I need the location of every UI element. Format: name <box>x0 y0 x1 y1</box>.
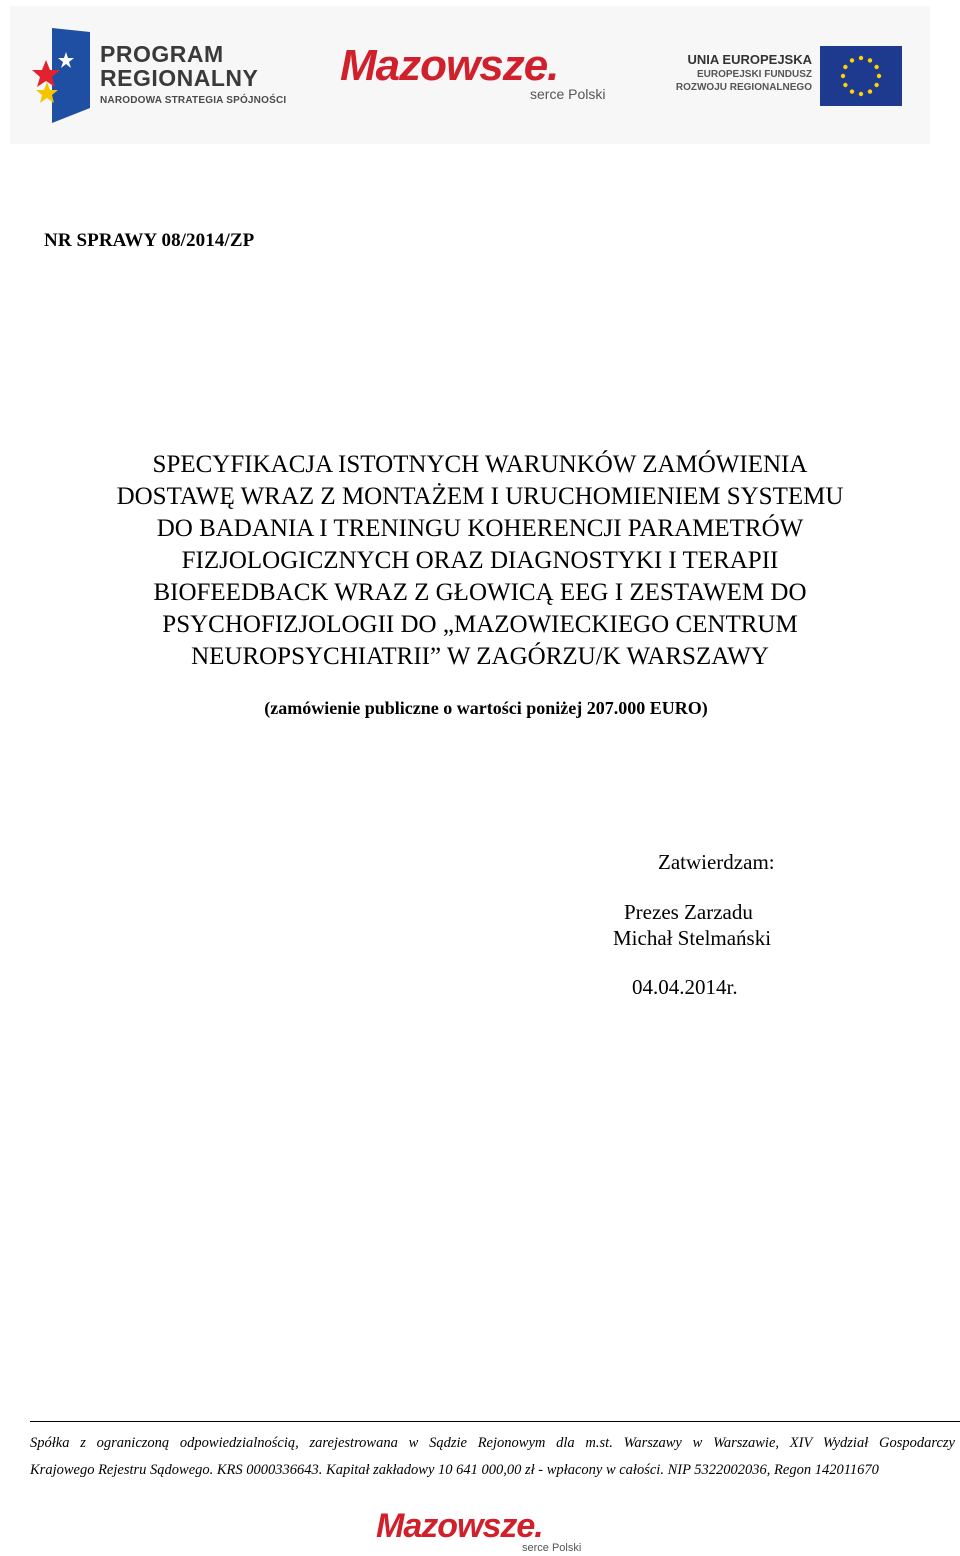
footer-logo-tagline: serce Polski <box>522 1542 582 1554</box>
eu-logo-line3: ROZWOJU REGIONALNEGO <box>675 82 812 93</box>
program-regionalny-star-icon <box>32 28 90 123</box>
mazowsze-logo-word: Mazowsze. <box>340 41 559 90</box>
title-line: DO BADANIA I TRENINGU KOHERENCJI PARAMETRÓW <box>156 515 804 542</box>
case-number: NR SPRAWY 08/2014/ZP <box>44 230 255 251</box>
title-line: PSYCHOFIZJOLOGII DO „MAZOWIECKIEGO CENTRUM <box>162 611 798 638</box>
mazowsze-logo-tagline: serce Polski <box>530 86 606 102</box>
program-regionalny-logo <box>32 28 302 123</box>
program-logo-line1: PROGRAM <box>100 41 224 67</box>
footer-line: Spółka z ograniczoną odpowiedzialnością, zarejestrowana w Sądzie Rejonowym dla m.st. Warszawy w Warszawie, XIV Wydział Gospodarczy <box>30 1435 955 1451</box>
title-line: BIOFEEDBACK WRAZ Z GŁOWICĄ EEG I ZESTAWEM DO <box>153 579 807 606</box>
title-line: DOSTAWĘ WRAZ Z MONTAŻEM I URUCHOMIENIEM SYSTEMU <box>116 483 844 510</box>
approver-name: Michał Stelmański <box>613 926 772 950</box>
footer-line: Krajowego Rejestru Sądowego. KRS 0000336643. Kapitał zakładowy 10 641 000,00 zł - wpłacony w całości. NIP 5322002036, Regon 142011670 <box>30 1462 879 1478</box>
title-line: FIZJOLOGICZNYCH ORAZ DIAGNOSTYKI I TERAPII <box>181 547 779 574</box>
title-line: NEUROPSYCHIATRII” W ZAGÓRZU/K WARSZAWY <box>191 643 769 670</box>
title-line: SPECYFIKACJA ISTOTNYCH WARUNKÓW ZAMÓWIENIA <box>152 451 808 478</box>
value-note: (zamówienie publiczne o wartości poniżej 207.000 EURO) <box>264 698 708 718</box>
header-logo-strip <box>10 6 930 144</box>
footer-divider <box>30 1421 960 1422</box>
eu-logo-line1: UNIA EUROPEJSKA <box>687 52 812 67</box>
approval-label: Zatwierdzam: <box>658 850 775 874</box>
program-logo-line2: REGIONALNY <box>100 65 259 91</box>
document-title <box>0 449 960 673</box>
program-logo-line3: NARODOWA STRATEGIA SPÓJNOŚCI <box>100 95 287 106</box>
eu-logo-line2: EUROPEJSKI FUNDUSZ <box>696 69 812 80</box>
footer-company-info <box>30 1430 955 1484</box>
mazowsze-logo <box>340 42 620 112</box>
eu-flag-icon <box>820 46 902 106</box>
footer-mazowsze-logo <box>376 1508 606 1554</box>
approver-role: Prezes Zarzadu <box>624 900 753 924</box>
footer-logo-word: Mazowsze. <box>376 1507 543 1545</box>
approval-date: 04.04.2014r. <box>632 975 738 999</box>
eu-logo <box>660 46 905 108</box>
